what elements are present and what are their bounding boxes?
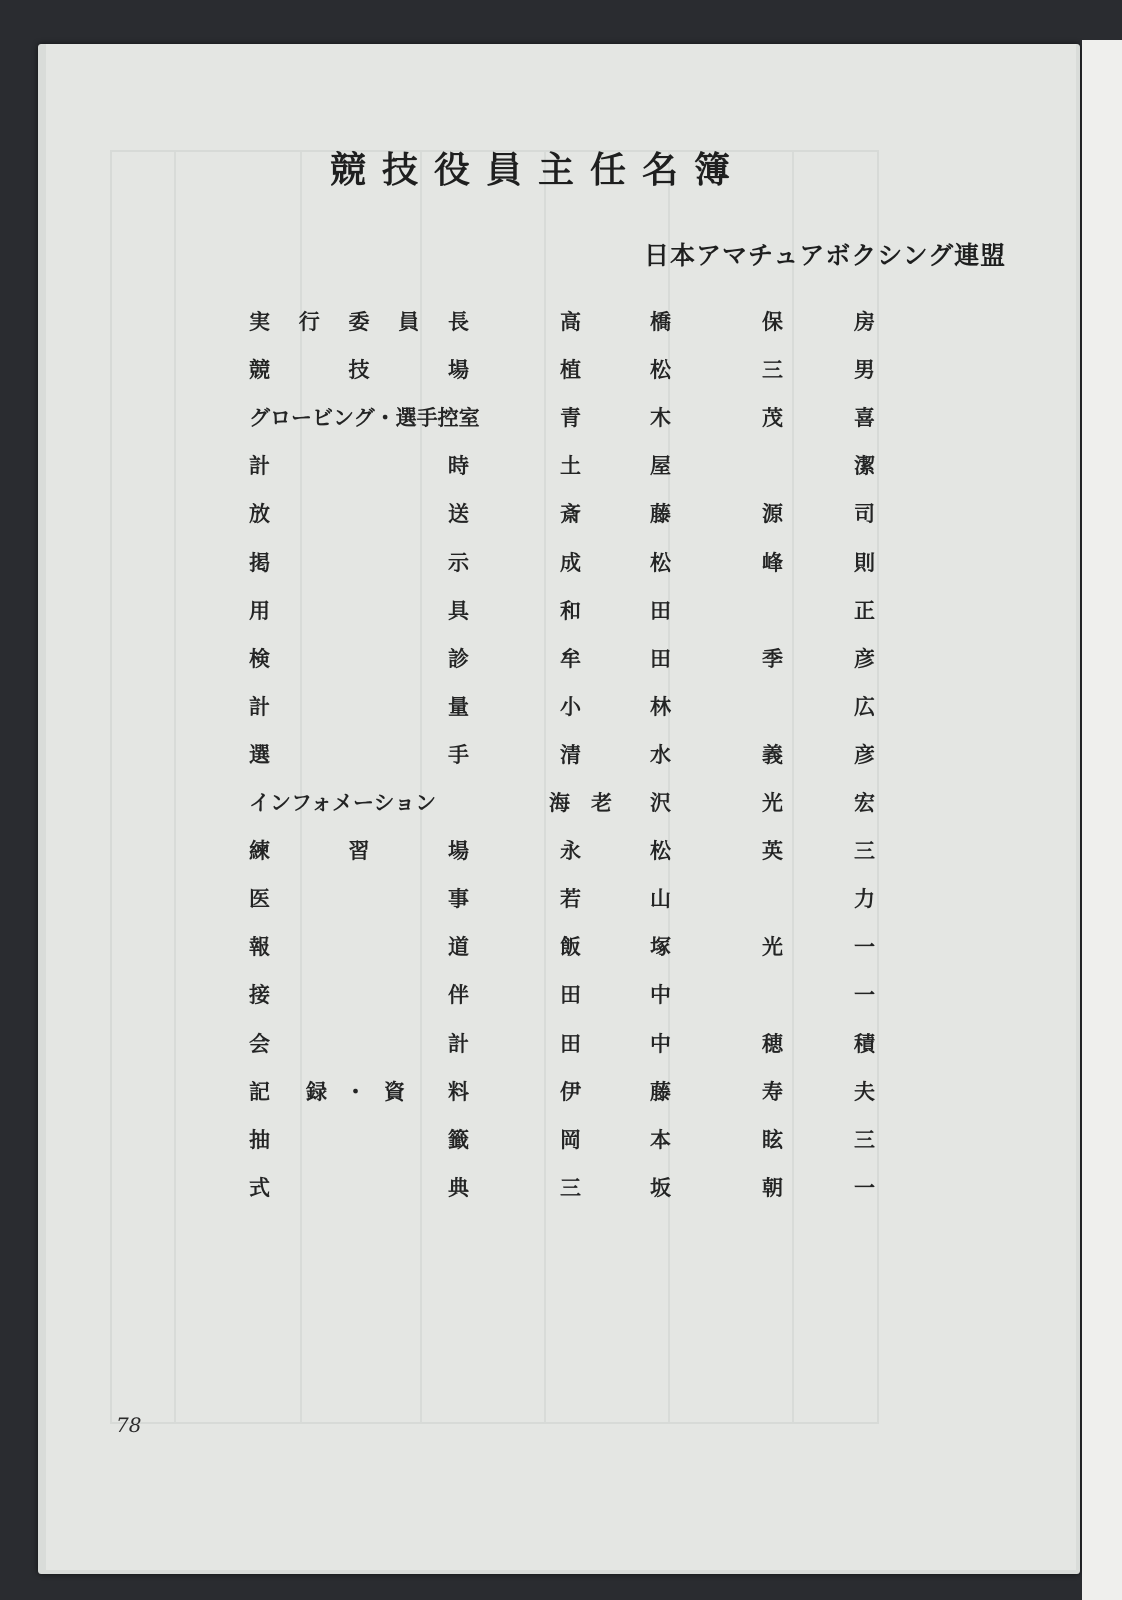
surname-char: 高 <box>560 310 581 334</box>
surname-char: 牟 <box>560 646 581 671</box>
given-name-char: 一 <box>854 935 875 960</box>
given-name-char: 彦 <box>854 742 875 767</box>
given-name-char: 義 <box>762 742 783 767</box>
role-part: 競 <box>249 358 270 383</box>
role-label <box>249 1079 469 1105</box>
surname-char: 沢 <box>650 791 671 815</box>
role-label <box>249 453 469 479</box>
given-name-char: 英 <box>762 839 783 864</box>
surname-char: 中 <box>650 1031 671 1056</box>
role-part: 練 <box>249 839 270 864</box>
role-part: 用 <box>249 598 270 623</box>
given-name-char: 広 <box>854 694 875 719</box>
surname-char: 塚 <box>650 935 671 960</box>
surname-char: 松 <box>650 839 671 864</box>
surname-char: 中 <box>650 983 671 1008</box>
given-name-char: 保 <box>762 310 783 334</box>
surname-char: 斎 <box>560 502 581 527</box>
given-name-char: 茂 <box>762 406 783 431</box>
role-part: 員 <box>398 310 420 334</box>
role-part: ・ <box>345 1079 366 1104</box>
role-part: 録 <box>306 1079 327 1104</box>
role-part: 時 <box>448 454 469 479</box>
role-part: 示 <box>448 550 469 575</box>
role-label <box>249 838 469 864</box>
role-part: 籤 <box>448 1127 469 1152</box>
role-label <box>249 1031 469 1057</box>
surname-char: 坂 <box>650 1175 671 1200</box>
given-name-char: 夫 <box>854 1079 875 1104</box>
organization-name: 日本アマチュアボクシング連盟 <box>644 241 1007 270</box>
surname-char: 岡 <box>560 1127 581 1152</box>
surname-char: 土 <box>560 454 581 479</box>
given-name-char: 三 <box>854 1127 875 1152</box>
surname-char: 田 <box>560 983 581 1008</box>
given-name-char: 宏 <box>854 791 875 815</box>
role-part: 記 <box>249 1079 270 1104</box>
surname-char: 清 <box>560 742 581 767</box>
surname-char: 松 <box>650 550 671 575</box>
role-label <box>249 1175 469 1201</box>
role-part: 技 <box>348 358 370 383</box>
given-name-char: 季 <box>762 646 783 671</box>
role-label <box>249 501 469 527</box>
role-label <box>249 1127 469 1153</box>
role-part: 委 <box>348 310 370 334</box>
surname-char: 伊 <box>560 1079 581 1104</box>
surname-char: 飯 <box>560 935 581 960</box>
given-name-char: 眩 <box>762 1127 783 1152</box>
role-part: 場 <box>448 839 469 864</box>
role-part: 事 <box>448 887 469 912</box>
role-part: 実 <box>249 310 270 334</box>
surname-char: 和 <box>560 598 581 623</box>
given-name-char: 一 <box>854 983 875 1008</box>
role-label <box>249 742 469 768</box>
role-part: 報 <box>249 935 270 960</box>
role-label <box>249 646 469 672</box>
role-part: 具 <box>448 598 469 623</box>
role-part: インフォメーション <box>249 791 437 815</box>
role-label <box>249 309 469 335</box>
role-part: 計 <box>448 1031 469 1056</box>
role-part: 接 <box>249 983 270 1008</box>
role-label <box>249 886 469 912</box>
surname-char: 田 <box>650 646 671 671</box>
given-name-char: 彦 <box>854 646 875 671</box>
surname-char: 永 <box>560 839 581 864</box>
role-part: 伴 <box>448 983 469 1008</box>
given-name-char: 房 <box>854 310 875 334</box>
role-part: 典 <box>448 1175 469 1200</box>
role-label <box>249 405 480 431</box>
role-part: 手 <box>448 742 469 767</box>
given-name-char: 則 <box>854 550 875 575</box>
given-name-char: 積 <box>854 1031 875 1056</box>
page-number: 78 <box>116 1413 142 1437</box>
role-label <box>249 550 469 576</box>
surname-char: 成 <box>560 550 581 575</box>
given-name-char: 一 <box>854 1175 875 1200</box>
role-part: 量 <box>448 694 469 719</box>
surname-char: 海 老 <box>549 791 612 815</box>
role-part: 選 <box>249 742 270 767</box>
surname-char: 山 <box>650 887 671 912</box>
role-label <box>249 694 469 720</box>
surname-char: 松 <box>650 358 671 383</box>
role-part: 会 <box>249 1031 270 1056</box>
surname-char: 三 <box>560 1175 581 1200</box>
given-name-char: 潔 <box>854 454 875 479</box>
surname-char: 藤 <box>650 502 671 527</box>
given-name-char: 寿 <box>762 1079 783 1104</box>
role-part: 診 <box>448 646 469 671</box>
surname-char: 本 <box>650 1127 671 1152</box>
given-name-char: 光 <box>762 791 783 815</box>
given-name-char: 力 <box>854 887 875 912</box>
given-name-char: 三 <box>762 358 783 383</box>
role-label <box>249 982 469 1008</box>
role-part: 抽 <box>249 1127 270 1152</box>
role-part: 計 <box>249 694 270 719</box>
role-part: 資 <box>384 1079 405 1104</box>
surname-char: 植 <box>560 358 581 383</box>
given-name-char: 光 <box>762 935 783 960</box>
role-part: 場 <box>448 358 469 383</box>
page-title: 競技役員主任名簿 <box>330 150 747 191</box>
role-part: 長 <box>448 310 469 334</box>
role-label <box>249 790 469 816</box>
role-part: グロービング・選手控室 <box>249 406 480 431</box>
given-name-char: 源 <box>762 502 783 527</box>
surname-char: 田 <box>560 1031 581 1056</box>
given-name-char: 朝 <box>762 1175 783 1200</box>
role-part: 掲 <box>249 550 270 575</box>
given-name-char: 穂 <box>762 1031 783 1056</box>
role-part: 料 <box>448 1079 469 1104</box>
given-name-char: 司 <box>854 502 875 527</box>
surname-char: 藤 <box>650 1079 671 1104</box>
given-name-char: 峰 <box>762 550 783 575</box>
surname-char: 小 <box>560 694 581 719</box>
role-label <box>249 934 469 960</box>
role-part: 習 <box>348 839 370 864</box>
role-part: 放 <box>249 502 270 527</box>
surname-char: 水 <box>650 742 671 767</box>
given-name-char: 喜 <box>854 406 875 431</box>
role-part: 道 <box>448 935 469 960</box>
role-label <box>249 598 469 624</box>
surname-char: 木 <box>650 406 671 431</box>
role-part: 検 <box>249 646 270 671</box>
given-name-char: 三 <box>854 839 875 864</box>
role-part: 送 <box>448 502 469 527</box>
surname-char: 橋 <box>650 310 671 334</box>
surname-char: 若 <box>560 887 581 912</box>
role-part: 式 <box>249 1175 270 1200</box>
given-name-char: 正 <box>854 598 875 623</box>
surname-char: 青 <box>560 406 581 431</box>
role-part: 医 <box>249 887 270 912</box>
role-part: 行 <box>298 310 320 334</box>
role-part: 計 <box>249 454 270 479</box>
given-name-char: 男 <box>854 358 875 383</box>
role-label <box>249 357 469 383</box>
surname-char: 屋 <box>650 454 671 479</box>
surname-char: 林 <box>650 694 671 719</box>
surname-char: 田 <box>650 598 671 623</box>
